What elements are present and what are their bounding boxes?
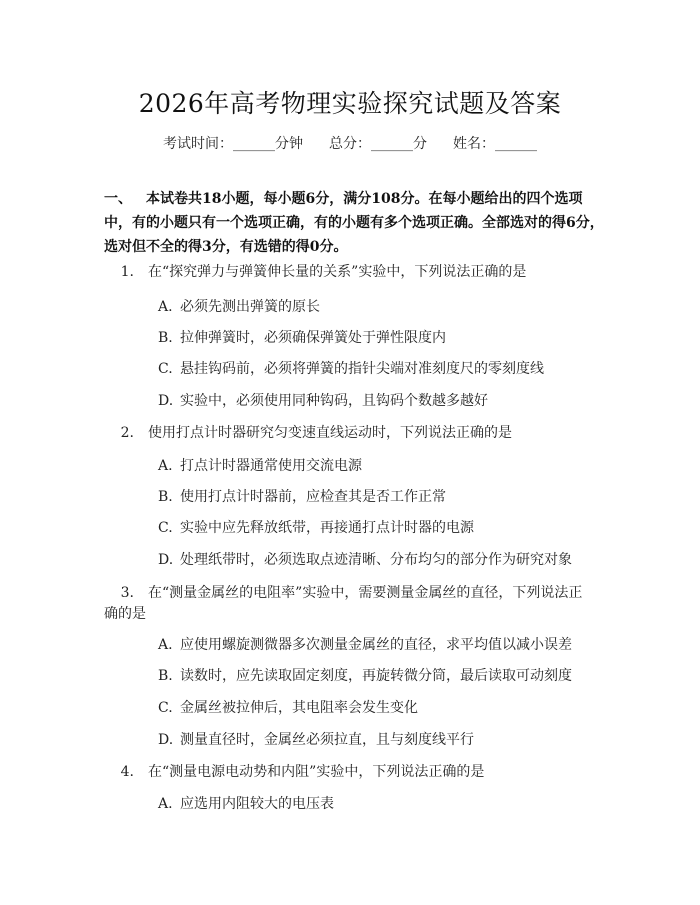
question-2	[104, 422, 604, 445]
option-1c	[158, 359, 598, 379]
option-label: D.	[158, 732, 174, 748]
exam-time-field: 考试时间：______分钟	[163, 136, 303, 152]
option-label: C.	[158, 520, 173, 536]
question-stem: 在“测量电源电动势和内阻”实验中，下列说法正确的是	[148, 764, 485, 780]
question-number: 1.	[120, 264, 134, 280]
total-score-field: 总分：______分	[329, 136, 427, 152]
name-field: 姓名：______	[453, 136, 537, 152]
option-2c	[158, 518, 598, 538]
option-text: 金属丝被拉伸后，其电阻率会发生变化	[180, 700, 418, 716]
option-text: 打点计时器通常使用交流电源	[180, 458, 362, 474]
section-instructions-text: 本试卷共18小题，每小题6分，满分108分。在每小题给出的四个选项中，有的小题只有一个选项正确，有的小题有多个选项正确。全部选对的得6分，选对但不全的得3分，有选错的得0分。	[104, 191, 604, 255]
question-number: 3.	[120, 585, 134, 601]
option-1a	[158, 297, 598, 317]
question-stem: 在“探究弹力与弹簧伸长量的关系”实验中，下列说法正确的是	[148, 264, 527, 280]
question-stem-continuation: 确的是	[104, 606, 146, 622]
question-stem: 使用打点计时器研究匀变速直线运动时，下列说法正确的是	[148, 425, 512, 441]
question-stem: 在“测量金属丝的电阻率”实验中，需要测量金属丝的直径，下列说法正	[148, 585, 583, 601]
question-3	[104, 582, 604, 605]
option-label: B.	[158, 668, 173, 684]
option-label: D.	[158, 393, 174, 409]
section-instructions	[104, 187, 604, 259]
question-number: 4.	[120, 764, 134, 780]
option-text: 必须先测出弹簧的原长	[180, 299, 320, 315]
option-text: 实验中，必须使用同种钩码，且钩码个数越多越好	[180, 393, 488, 409]
option-1b	[158, 328, 598, 348]
option-text: 处理纸带时，必须选取点迹清晰、分布均匀的部分作为研究对象	[180, 552, 572, 568]
option-text: 应选用内阻较大的电压表	[180, 796, 334, 812]
option-label: A.	[158, 796, 173, 812]
section-number: 一、	[104, 191, 132, 207]
option-3b	[158, 666, 598, 686]
option-label: A.	[158, 637, 173, 653]
option-text: 应使用螺旋测微器多次测量金属丝的直径，求平均值以减小误差	[180, 637, 572, 653]
option-text: 读数时，应先读取固定刻度，再旋转微分筒，最后读取可动刻度	[180, 668, 572, 684]
page-title: 2026年高考物理实验探究试题及答案	[138, 89, 562, 118]
option-text: 悬挂钩码前，必须将弹簧的指针尖端对准刻度尺的零刻度线	[180, 361, 544, 377]
option-3a	[158, 635, 598, 655]
option-label: C.	[158, 361, 173, 377]
option-2b	[158, 487, 598, 507]
question-1	[104, 261, 604, 284]
question-3-continuation	[104, 603, 604, 626]
option-text: 拉伸弹簧时，必须确保弹簧处于弹性限度内	[180, 330, 446, 346]
question-4	[104, 761, 604, 784]
option-1d	[158, 391, 598, 411]
option-label: A.	[158, 458, 173, 474]
option-label: A.	[158, 299, 173, 315]
option-label: D.	[158, 552, 174, 568]
option-3d	[158, 730, 598, 750]
option-3c	[158, 698, 598, 718]
option-4a	[158, 794, 598, 814]
option-text: 使用打点计时器前，应检查其是否工作正常	[180, 489, 446, 505]
option-label: C.	[158, 700, 173, 716]
option-text: 测量直径时，金属丝必须拉直，且与刻度线平行	[180, 732, 474, 748]
option-label: B.	[158, 489, 173, 505]
option-2a	[158, 456, 598, 476]
option-label: B.	[158, 330, 173, 346]
exam-meta	[0, 133, 700, 153]
option-text: 实验中应先释放纸带，再接通打点计时器的电源	[180, 520, 474, 536]
option-2d	[158, 550, 598, 570]
question-number: 2.	[120, 425, 134, 441]
